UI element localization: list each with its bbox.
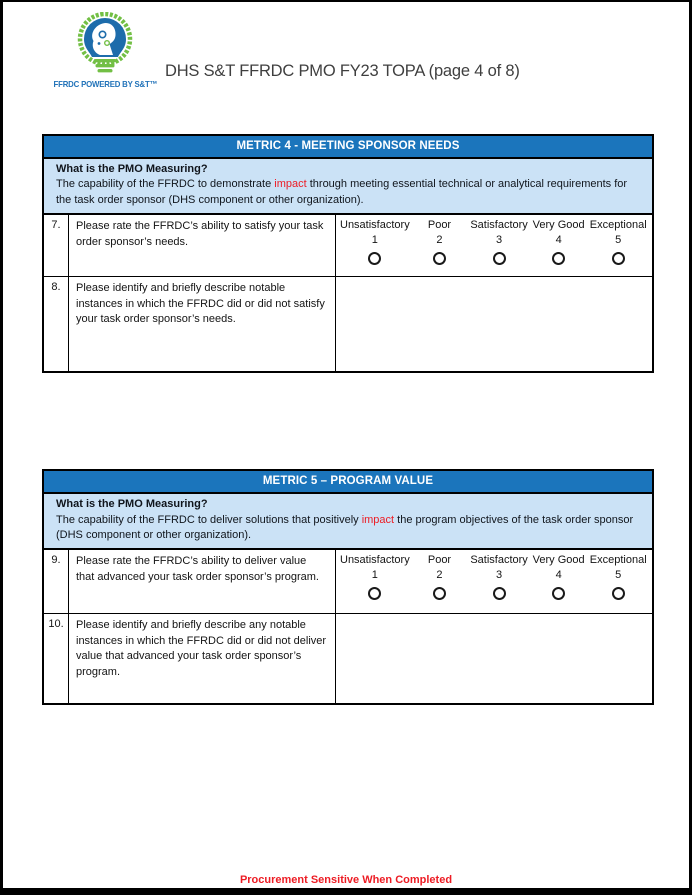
- rating-option-label: Exceptional: [589, 554, 647, 567]
- rating-option: [340, 219, 410, 269]
- table-row: [44, 277, 652, 371]
- metric-5-measuring: [44, 494, 652, 550]
- measuring-label: What is the PMO Measuring?: [56, 498, 208, 511]
- rating-option-label: Poor: [427, 554, 452, 567]
- measuring-description: The capability of the FFRDC to demonstrate impact through meeting essential technical or analytical requirements for the task order sponsor (DHS component or other organization).: [56, 178, 628, 206]
- lightbulb-icon: [66, 12, 144, 78]
- rating-option-value: 5: [615, 569, 622, 582]
- rating-option-label: Unsatisfactory: [340, 554, 410, 567]
- rating-option: [588, 554, 648, 604]
- page-title: DHS S&T FFRDC PMO FY23 TOPA (page 4 of 8): [165, 62, 520, 80]
- radio-button[interactable]: [493, 252, 506, 265]
- rating-option-value: 3: [496, 233, 503, 246]
- rating-option: [529, 554, 589, 604]
- logo-wordmark: FFRDC POWERED BY S&T™: [53, 79, 157, 89]
- measuring-description: The capability of the FFRDC to deliver solutions that positively impact the program objectives of the task order sponsor (DHS component or other organization).: [56, 513, 634, 541]
- metric-5-section: [42, 469, 654, 705]
- metric-5-header: METRIC 5 – PROGRAM VALUE: [44, 471, 652, 494]
- rating-option: [469, 219, 529, 269]
- answer-box-q10[interactable]: [336, 614, 652, 703]
- rating-option-label: Exceptional: [589, 219, 647, 232]
- page-header: [55, 12, 689, 89]
- radio-button[interactable]: [552, 252, 565, 265]
- radio-button[interactable]: [368, 252, 381, 265]
- rating-option-value: 4: [555, 233, 562, 246]
- rating-option-value: 4: [555, 569, 562, 582]
- rating-option: [340, 554, 410, 604]
- rating-option-label: Unsatisfactory: [340, 219, 410, 232]
- rating-option-label: Very Good: [532, 554, 585, 567]
- rating-option-value: 2: [436, 569, 443, 582]
- radio-button[interactable]: [433, 252, 446, 265]
- radio-button[interactable]: [368, 587, 381, 600]
- rating-option-label: Very Good: [532, 219, 585, 232]
- radio-button[interactable]: [493, 587, 506, 600]
- question-number: 7.: [44, 215, 69, 276]
- table-row: [44, 215, 652, 277]
- impact-highlight: impact: [274, 178, 307, 191]
- rating-option-value: 5: [615, 233, 622, 246]
- rating-option: [588, 219, 648, 269]
- question-number: 8.: [44, 277, 69, 371]
- rating-scale-q7: [336, 215, 652, 276]
- rating-option-value: 2: [436, 233, 443, 246]
- rating-option: [410, 219, 470, 269]
- measuring-label: What is the PMO Measuring?: [56, 163, 208, 175]
- metric-4-section: [42, 134, 654, 373]
- rating-option-label: Satisfactory: [470, 219, 528, 232]
- impact-highlight: impact: [361, 513, 395, 526]
- question-text: Please rate the FFRDC’s ability to deliver value that advanced your task order sponsor’s program.: [69, 550, 336, 613]
- question-number: 10.: [44, 614, 69, 703]
- rating-option-value: 1: [371, 569, 378, 582]
- question-text: Please identify and briefly describe any notable instances in which the FFRDC did or did not deliver value that advanced your task order sponsor’s program.: [69, 614, 336, 703]
- question-text: Please rate the FFRDC’s ability to satisfy your task order sponsor’s needs.: [69, 215, 336, 276]
- radio-button[interactable]: [612, 587, 625, 600]
- table-row: [44, 550, 652, 614]
- ffrdc-logo: [55, 12, 155, 89]
- question-text: Please identify and briefly describe notable instances in which the FFRDC did or did not satisfy your task order sponsor’s needs.: [69, 277, 336, 371]
- rating-scale-q9: [336, 550, 652, 613]
- footer-notice: Procurement Sensitive When Completed: [239, 874, 453, 886]
- metric-4-measuring: [44, 159, 652, 215]
- answer-box-q8[interactable]: [336, 277, 652, 371]
- rating-option: [529, 219, 589, 269]
- radio-button[interactable]: [612, 252, 625, 265]
- table-row: [44, 614, 652, 703]
- metric-4-header: METRIC 4 - MEETING SPONSOR NEEDS: [44, 136, 652, 159]
- rating-option-value: 1: [371, 233, 378, 246]
- rating-option: [410, 554, 470, 604]
- radio-button[interactable]: [552, 587, 565, 600]
- question-number: 9.: [44, 550, 69, 613]
- rating-option: [469, 554, 529, 604]
- rating-option-label: Poor: [427, 219, 452, 232]
- rating-option-label: Satisfactory: [470, 554, 528, 567]
- radio-button[interactable]: [433, 587, 446, 600]
- rating-option-value: 3: [496, 569, 503, 582]
